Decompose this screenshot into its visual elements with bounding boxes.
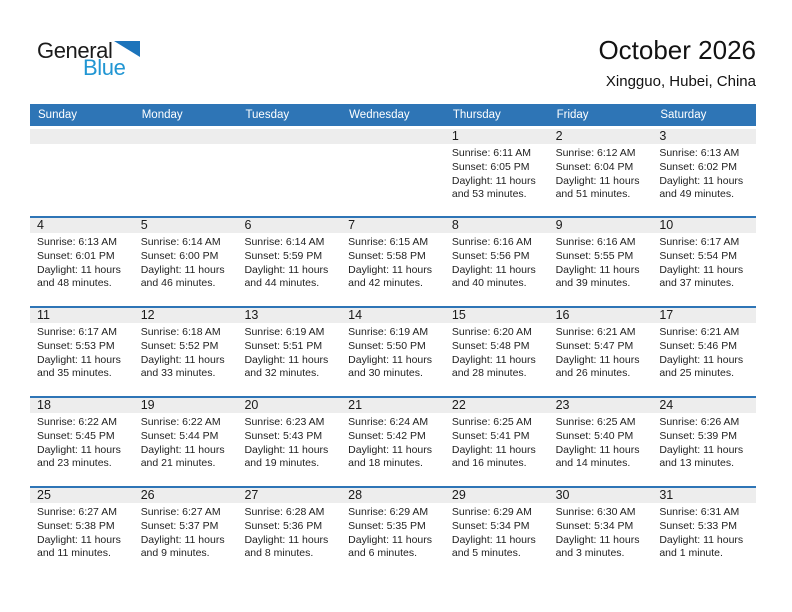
daylight-text: Daylight: 11 hours (37, 263, 121, 276)
day-cell-20 (237, 398, 341, 486)
sunrise-text: Sunrise: 6:23 AM (244, 416, 325, 428)
sunrise-text: Sunrise: 6:11 AM (451, 147, 532, 159)
sunset-text: Sunset: 5:34 PM (555, 519, 634, 532)
daylight-text: Daylight: 11 hours (140, 443, 225, 456)
header-titles (598, 36, 756, 90)
daylight-text: Daylight: 11 hours (244, 263, 329, 276)
date-number (341, 129, 445, 144)
date-number: 22 (445, 398, 549, 413)
week-row-3 (30, 306, 756, 396)
daylight-text-continued: and 35 minutes. (37, 367, 112, 380)
sunrise-text: Sunrise: 6:16 AM (555, 236, 636, 248)
day-details (237, 503, 341, 561)
sunrise-text: Sunrise: 6:17 AM (659, 236, 740, 248)
daylight-text-continued: and 32 minutes. (244, 367, 320, 380)
date-number: 29 (445, 488, 549, 503)
sunrise-text: Sunrise: 6:28 AM (244, 506, 325, 518)
general-blue-logo (37, 40, 140, 79)
sunset-text: Sunset: 5:59 PM (244, 249, 323, 262)
sunrise-text: Sunrise: 6:25 AM (451, 416, 532, 428)
daylight-text-continued: and 6 minutes. (348, 547, 418, 560)
date-number: 23 (549, 398, 653, 413)
day-details (134, 233, 238, 291)
daylight-text: Daylight: 11 hours (140, 263, 225, 276)
day-cell-8 (445, 218, 549, 306)
daylight-text-continued: and 51 minutes. (555, 188, 631, 201)
day-details (549, 323, 653, 381)
date-number: 10 (652, 218, 756, 233)
day-cell-10 (652, 218, 756, 306)
date-number: 1 (445, 129, 549, 144)
daylight-text: Daylight: 11 hours (244, 533, 329, 546)
daylight-text: Daylight: 11 hours (348, 263, 433, 276)
daylight-text: Daylight: 11 hours (659, 533, 744, 546)
date-number: 5 (134, 218, 238, 233)
sunset-text: Sunset: 5:45 PM (37, 429, 115, 442)
daylight-text-continued: and 39 minutes. (555, 277, 631, 290)
sunrise-text: Sunrise: 6:19 AM (348, 326, 429, 338)
page-location: Xingguo, Hubei, China (605, 72, 756, 90)
day-details (30, 413, 134, 471)
date-number: 4 (30, 218, 134, 233)
day-cell-25 (30, 488, 134, 576)
date-number: 15 (445, 308, 549, 323)
daylight-text-continued: and 44 minutes. (244, 277, 320, 290)
date-number: 14 (341, 308, 445, 323)
date-number: 11 (30, 308, 134, 323)
sunset-text: Sunset: 5:58 PM (348, 249, 426, 262)
day-cell-1 (445, 129, 549, 216)
sunset-text: Sunset: 6:05 PM (451, 160, 530, 173)
date-number (134, 129, 238, 144)
day-cell-6 (237, 218, 341, 306)
sunrise-text: Sunrise: 6:21 AM (555, 326, 636, 338)
sunrise-text: Sunrise: 6:21 AM (659, 326, 740, 338)
daylight-text: Daylight: 11 hours (451, 263, 536, 276)
sunrise-text: Sunrise: 6:29 AM (451, 506, 532, 518)
day-details (237, 323, 341, 381)
daylight-text: Daylight: 11 hours (659, 353, 744, 366)
day-cell-2 (549, 129, 653, 216)
date-number: 2 (549, 129, 653, 144)
day-details (445, 323, 549, 381)
daylight-text: Daylight: 11 hours (555, 533, 640, 546)
day-cell-5 (134, 218, 238, 306)
sunset-text: Sunset: 5:38 PM (37, 519, 115, 532)
sunset-text: Sunset: 5:41 PM (451, 429, 530, 442)
date-number: 7 (341, 218, 445, 233)
sunset-text: Sunset: 5:33 PM (659, 519, 737, 532)
sunrise-text: Sunrise: 6:17 AM (37, 326, 117, 338)
daylight-text: Daylight: 11 hours (348, 443, 433, 456)
weekday-header-cell-monday: Monday (141, 109, 183, 121)
day-details (549, 144, 653, 202)
daylight-text-continued: and 19 minutes. (244, 457, 320, 470)
sunrise-text: Sunrise: 6:31 AM (659, 506, 740, 518)
daylight-text-continued: and 40 minutes. (451, 277, 527, 290)
daylight-text-continued: and 1 minute. (659, 547, 723, 560)
weekday-header-cell-saturday: Saturday (660, 109, 707, 121)
sunrise-text: Sunrise: 6:15 AM (348, 236, 429, 248)
day-cell-26 (134, 488, 238, 576)
day-cell-21 (341, 398, 445, 486)
daylight-text-continued: and 26 minutes. (555, 367, 631, 380)
day-details (341, 323, 445, 381)
calendar-table (30, 104, 756, 576)
date-number: 3 (652, 129, 756, 144)
day-details (445, 144, 549, 202)
empty-day-cell (237, 129, 341, 216)
sunrise-text: Sunrise: 6:19 AM (244, 326, 325, 338)
date-number: 12 (134, 308, 238, 323)
empty-day-cell (134, 129, 238, 216)
sunset-text: Sunset: 5:37 PM (140, 519, 219, 532)
daylight-text: Daylight: 11 hours (451, 353, 536, 366)
sunset-text: Sunset: 5:50 PM (348, 339, 426, 352)
date-number: 28 (341, 488, 445, 503)
day-cell-28 (341, 488, 445, 576)
day-details (445, 503, 549, 561)
daylight-text: Daylight: 11 hours (140, 353, 225, 366)
daylight-text-continued: and 25 minutes. (659, 367, 735, 380)
sunset-text: Sunset: 5:47 PM (555, 339, 634, 352)
sunset-text: Sunset: 5:34 PM (451, 519, 530, 532)
sunrise-text: Sunrise: 6:16 AM (451, 236, 532, 248)
daylight-text: Daylight: 11 hours (555, 263, 640, 276)
empty-day-cell (341, 129, 445, 216)
date-number: 21 (341, 398, 445, 413)
sunset-text: Sunset: 5:42 PM (348, 429, 426, 442)
daylight-text: Daylight: 11 hours (659, 443, 744, 456)
week-row-5 (30, 486, 756, 576)
sunset-text: Sunset: 5:48 PM (451, 339, 530, 352)
date-number: 19 (134, 398, 238, 413)
sunrise-text: Sunrise: 6:27 AM (140, 506, 221, 518)
day-details (341, 503, 445, 561)
sunrise-text: Sunrise: 6:26 AM (659, 416, 740, 428)
daylight-text: Daylight: 11 hours (37, 443, 121, 456)
sunset-text: Sunset: 5:56 PM (451, 249, 530, 262)
date-number: 30 (549, 488, 653, 503)
daylight-text-continued: and 5 minutes. (451, 547, 521, 560)
sunset-text: Sunset: 5:40 PM (555, 429, 634, 442)
date-number (237, 129, 341, 144)
day-details (30, 503, 134, 561)
day-details (134, 413, 238, 471)
daylight-text: Daylight: 11 hours (451, 443, 536, 456)
day-cell-11 (30, 308, 134, 396)
date-number: 25 (30, 488, 134, 503)
date-number: 6 (237, 218, 341, 233)
daylight-text-continued: and 53 minutes. (451, 188, 527, 201)
date-number: 24 (652, 398, 756, 413)
sunrise-text: Sunrise: 6:25 AM (555, 416, 636, 428)
sunset-text: Sunset: 6:00 PM (140, 249, 219, 262)
daylight-text-continued: and 21 minutes. (140, 457, 216, 470)
sunset-text: Sunset: 5:46 PM (659, 339, 737, 352)
sunset-text: Sunset: 5:53 PM (37, 339, 115, 352)
day-cell-4 (30, 218, 134, 306)
day-cell-15 (445, 308, 549, 396)
daylight-text: Daylight: 11 hours (244, 353, 329, 366)
daylight-text-continued: and 3 minutes. (555, 547, 625, 560)
day-cell-19 (134, 398, 238, 486)
daylight-text-continued: and 28 minutes. (451, 367, 527, 380)
day-cell-22 (445, 398, 549, 486)
daylight-text: Daylight: 11 hours (659, 263, 744, 276)
week-row-4 (30, 396, 756, 486)
sunrise-text: Sunrise: 6:22 AM (140, 416, 221, 428)
empty-day-cell (30, 129, 134, 216)
daylight-text-continued: and 33 minutes. (140, 367, 216, 380)
daylight-text: Daylight: 11 hours (659, 174, 744, 187)
sunset-text: Sunset: 5:52 PM (140, 339, 219, 352)
day-details (445, 413, 549, 471)
day-cell-16 (549, 308, 653, 396)
sunset-text: Sunset: 5:55 PM (555, 249, 634, 262)
day-cell-3 (652, 129, 756, 216)
daylight-text-continued: and 16 minutes. (451, 457, 527, 470)
sunset-text: Sunset: 5:43 PM (244, 429, 323, 442)
date-number: 20 (237, 398, 341, 413)
day-details (549, 413, 653, 471)
daylight-text: Daylight: 11 hours (555, 353, 640, 366)
sunrise-text: Sunrise: 6:12 AM (555, 147, 636, 159)
day-details (445, 233, 549, 291)
day-cell-14 (341, 308, 445, 396)
daylight-text-continued: and 11 minutes. (37, 547, 111, 560)
day-cell-13 (237, 308, 341, 396)
weekday-header-cell-friday: Friday (556, 109, 589, 121)
daylight-text: Daylight: 11 hours (348, 353, 433, 366)
daylight-text-continued: and 46 minutes. (140, 277, 216, 290)
sunset-text: Sunset: 5:36 PM (244, 519, 323, 532)
sunset-text: Sunset: 5:54 PM (659, 249, 737, 262)
daylight-text: Daylight: 11 hours (244, 443, 329, 456)
day-cell-9 (549, 218, 653, 306)
day-details (134, 503, 238, 561)
sunrise-text: Sunrise: 6:13 AM (37, 236, 117, 248)
day-cell-29 (445, 488, 549, 576)
day-details (652, 233, 756, 291)
daylight-text-continued: and 48 minutes. (37, 277, 112, 290)
sunset-text: Sunset: 5:39 PM (659, 429, 737, 442)
day-details (652, 413, 756, 471)
week-row-1 (30, 129, 756, 216)
day-cell-23 (549, 398, 653, 486)
day-cell-12 (134, 308, 238, 396)
day-details (237, 233, 341, 291)
daylight-text-continued: and 13 minutes. (659, 457, 735, 470)
daylight-text-continued: and 37 minutes. (659, 277, 735, 290)
daylight-text-continued: and 42 minutes. (348, 277, 423, 290)
daylight-text: Daylight: 11 hours (555, 443, 640, 456)
day-details (30, 323, 134, 381)
sunrise-text: Sunrise: 6:14 AM (140, 236, 221, 248)
date-number: 31 (652, 488, 756, 503)
weekday-header-cell-wednesday: Wednesday (349, 109, 410, 121)
date-number: 13 (237, 308, 341, 323)
date-number: 16 (549, 308, 653, 323)
weekday-header-cell-thursday: Thursday (452, 109, 501, 121)
date-number: 17 (652, 308, 756, 323)
day-cell-27 (237, 488, 341, 576)
daylight-text: Daylight: 11 hours (451, 533, 536, 546)
sunrise-text: Sunrise: 6:13 AM (659, 147, 740, 159)
daylight-text: Daylight: 11 hours (140, 533, 225, 546)
sunset-text: Sunset: 6:02 PM (659, 160, 737, 173)
day-details (341, 413, 445, 471)
sunrise-text: Sunrise: 6:14 AM (244, 236, 325, 248)
daylight-text: Daylight: 11 hours (451, 174, 536, 187)
daylight-text: Daylight: 11 hours (37, 353, 121, 366)
date-number: 26 (134, 488, 238, 503)
sunrise-text: Sunrise: 6:30 AM (555, 506, 636, 518)
daylight-text: Daylight: 11 hours (37, 533, 121, 546)
sunrise-text: Sunrise: 6:22 AM (37, 416, 117, 428)
date-number (30, 129, 134, 144)
weekday-header-row (30, 104, 756, 126)
date-number: 18 (30, 398, 134, 413)
daylight-text: Daylight: 11 hours (555, 174, 640, 187)
sunrise-text: Sunrise: 6:29 AM (348, 506, 429, 518)
day-cell-24 (652, 398, 756, 486)
day-details (134, 323, 238, 381)
weekday-header-cell-tuesday: Tuesday (245, 109, 290, 121)
day-details (652, 144, 756, 202)
sunrise-text: Sunrise: 6:18 AM (140, 326, 221, 338)
weekday-header-cell-sunday: Sunday (38, 109, 78, 121)
sunrise-text: Sunrise: 6:27 AM (37, 506, 117, 518)
day-cell-31 (652, 488, 756, 576)
page-title: October 2026 (598, 35, 756, 65)
day-details (237, 413, 341, 471)
daylight-text-continued: and 18 minutes. (348, 457, 423, 470)
calendar-weeks (30, 129, 756, 576)
logo-word-blue: Blue (83, 55, 126, 80)
sunrise-text: Sunrise: 6:20 AM (451, 326, 532, 338)
day-cell-17 (652, 308, 756, 396)
day-details (652, 503, 756, 561)
week-row-2 (30, 216, 756, 306)
day-cell-18 (30, 398, 134, 486)
date-number: 8 (445, 218, 549, 233)
daylight-text-continued: and 49 minutes. (659, 188, 735, 201)
day-details (341, 233, 445, 291)
day-details (549, 503, 653, 561)
sunrise-text: Sunrise: 6:24 AM (348, 416, 429, 428)
daylight-text: Daylight: 11 hours (348, 533, 433, 546)
daylight-text-continued: and 30 minutes. (348, 367, 423, 380)
daylight-text-continued: and 23 minutes. (37, 457, 112, 470)
date-number: 9 (549, 218, 653, 233)
logo-word-general: General (37, 38, 113, 63)
sunset-text: Sunset: 5:35 PM (348, 519, 426, 532)
date-number: 27 (237, 488, 341, 503)
day-details (652, 323, 756, 381)
sunset-text: Sunset: 6:01 PM (37, 249, 115, 262)
daylight-text-continued: and 9 minutes. (140, 547, 210, 560)
day-details (549, 233, 653, 291)
day-cell-30 (549, 488, 653, 576)
daylight-text-continued: and 14 minutes. (555, 457, 631, 470)
day-details (30, 233, 134, 291)
sunset-text: Sunset: 5:51 PM (244, 339, 323, 352)
day-cell-7 (341, 218, 445, 306)
sunset-text: Sunset: 6:04 PM (555, 160, 634, 173)
daylight-text-continued: and 8 minutes. (244, 547, 314, 560)
sunset-text: Sunset: 5:44 PM (140, 429, 219, 442)
